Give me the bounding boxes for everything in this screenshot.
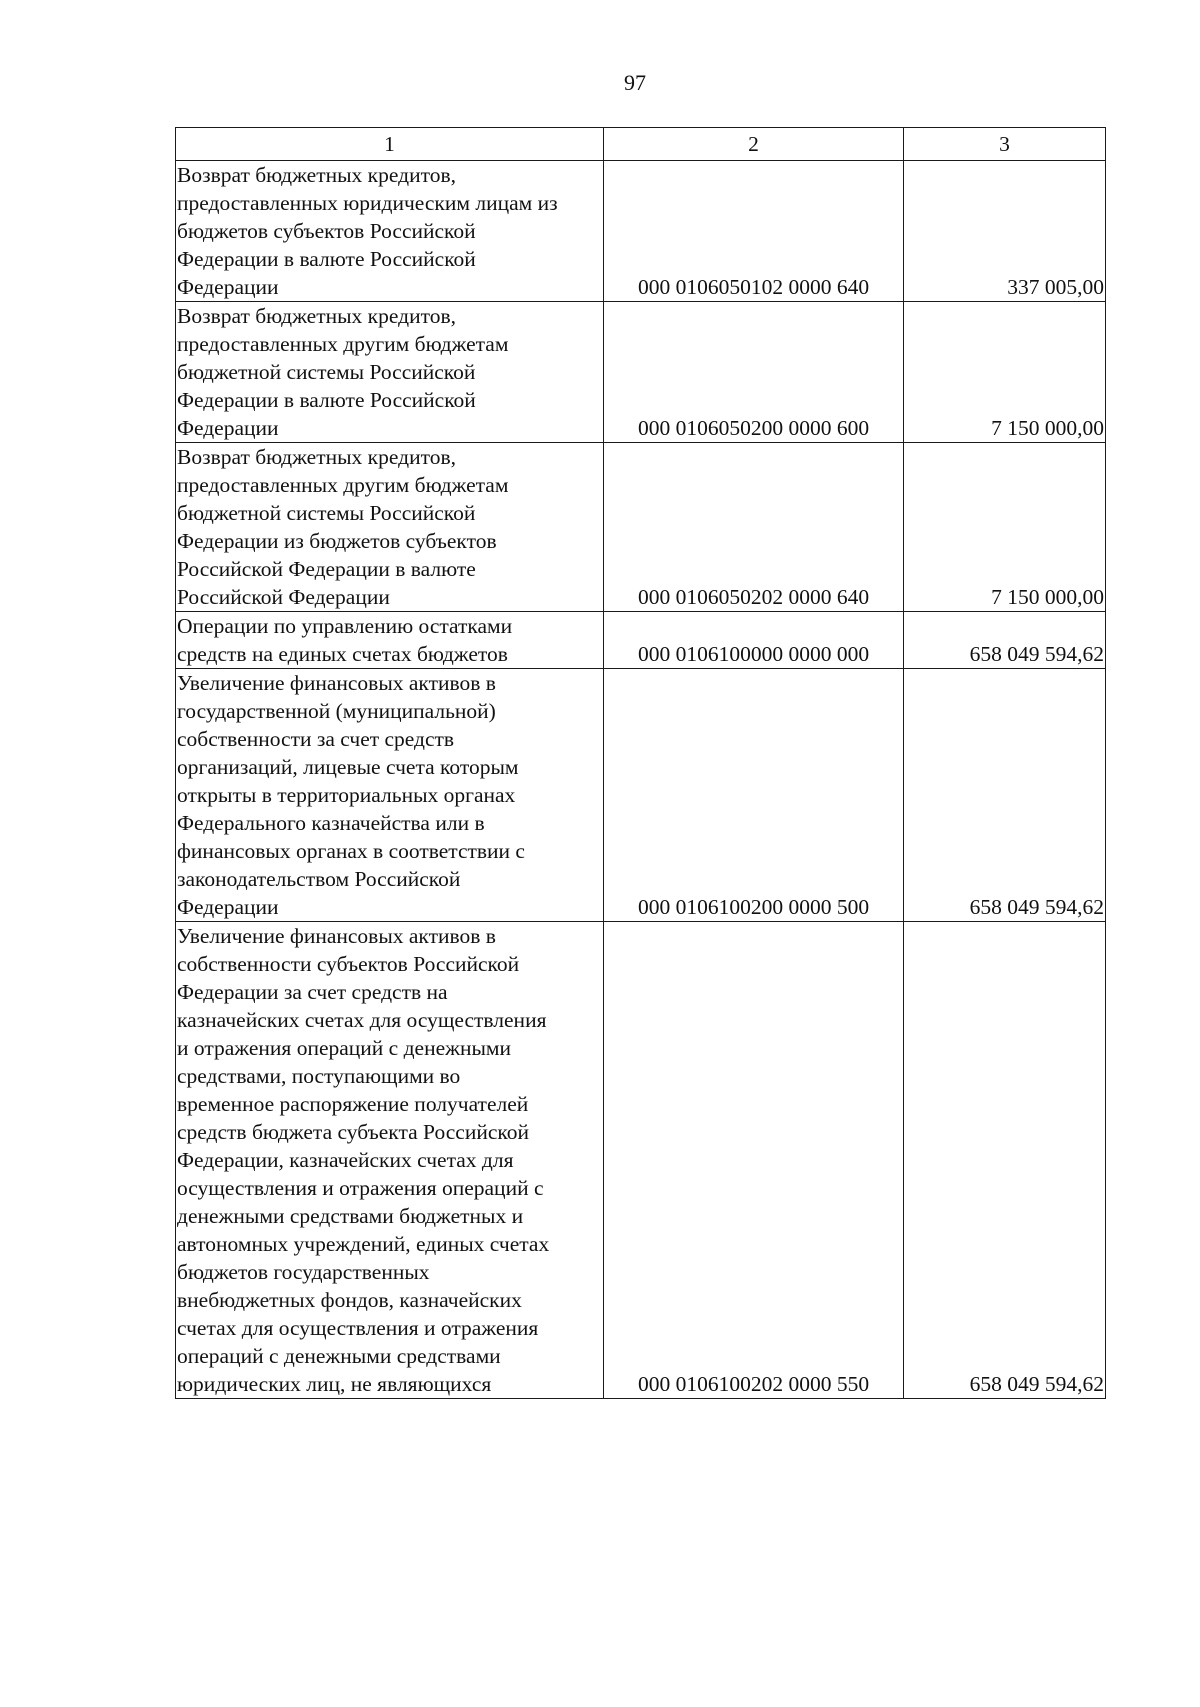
row-name-line: Российской Федерации <box>177 585 390 609</box>
row-amount-cell: 658 049 594,62 <box>904 612 1106 669</box>
page-number: 97 <box>624 70 646 95</box>
row-name-line: Федерации <box>177 416 279 440</box>
row-name-line: Возврат бюджетных кредитов, <box>177 163 456 187</box>
row-name-line: временное распоряжение получателей <box>177 1092 529 1116</box>
row-name-line: Федерации за счет средств на <box>177 980 448 1004</box>
row-name-line: и отражения операций с денежными <box>177 1036 512 1060</box>
budget-sources-table <box>175 127 1106 1399</box>
row-amount-cell: 658 049 594,62 <box>904 922 1106 1399</box>
row-name-line: внебюджетных фондов, казначейских <box>177 1288 522 1312</box>
row-name-line: Федерации в валюте Российской <box>177 388 476 412</box>
row-name-line: Федерации из бюджетов субъектов <box>177 529 497 553</box>
row-name-line: собственности субъектов Российской <box>177 952 520 976</box>
row-name-cell <box>176 612 604 669</box>
row-name-line: Федерации, казначейских счетах для <box>177 1148 514 1172</box>
row-amount-cell: 337 005,00 <box>904 161 1106 302</box>
row-name-line: государственной (муниципальной) <box>177 699 496 723</box>
row-name-line: операций с денежными средствами <box>177 1344 501 1368</box>
row-name-line: осуществления и отражения операций с <box>177 1176 544 1200</box>
row-code-cell: 000 0106100000 0000 000 <box>604 612 904 669</box>
table-row <box>176 669 1106 922</box>
row-name-line: предоставленных юридическим лицам из <box>177 191 558 215</box>
row-name-line: бюджетов субъектов Российской <box>177 219 476 243</box>
row-name-cell <box>176 669 604 922</box>
row-name-line: законодательством Российской <box>177 867 461 891</box>
row-name-line: Федерального казначейства или в <box>177 811 485 835</box>
row-name-line: автономных учреждений, единых счетах <box>177 1232 550 1256</box>
row-name-cell <box>176 922 604 1399</box>
row-name-line: финансовых органах в соответствии с <box>177 839 525 863</box>
row-name-line: Возврат бюджетных кредитов, <box>177 304 456 328</box>
row-name-line: Увеличение финансовых активов в <box>177 924 496 948</box>
row-name-line: Операции по управлению остатками <box>177 614 513 638</box>
row-name-cell <box>176 302 604 443</box>
row-name-line: средств на единых счетах бюджетов <box>177 642 508 666</box>
row-name-line: бюджетной системы Российской <box>177 360 476 384</box>
row-name-line: бюджетной системы Российской <box>177 501 476 525</box>
table-body <box>176 161 1106 1399</box>
row-name-line: предоставленных другим бюджетам <box>177 473 509 497</box>
table-row <box>176 161 1106 302</box>
table-header-row <box>176 128 1106 161</box>
table-row <box>176 302 1106 443</box>
row-name-cell <box>176 161 604 302</box>
row-name-line: Увеличение финансовых активов в <box>177 671 496 695</box>
row-name-line: организаций, лицевые счета которым <box>177 755 519 779</box>
row-name-line: Российской Федерации в валюте <box>177 557 476 581</box>
row-code-cell: 000 0106050202 0000 640 <box>604 443 904 612</box>
row-code-cell: 000 0106050102 0000 640 <box>604 161 904 302</box>
row-name-line: Федерации <box>177 895 279 919</box>
row-name-line: собственности за счет средств <box>177 727 455 751</box>
row-name-line: Возврат бюджетных кредитов, <box>177 445 456 469</box>
row-amount-cell: 7 150 000,00 <box>904 443 1106 612</box>
row-code-cell: 000 0106050200 0000 600 <box>604 302 904 443</box>
row-code-cell: 000 0106100202 0000 550 <box>604 922 904 1399</box>
row-name-line: юридических лиц, не являющихся <box>177 1372 492 1396</box>
row-name-line: счетах для осуществления и отражения <box>177 1316 539 1340</box>
row-name-line: Федерации <box>177 275 279 299</box>
row-code-cell: 000 0106100200 0000 500 <box>604 669 904 922</box>
table-row <box>176 443 1106 612</box>
row-name-line: казначейских счетах для осуществления <box>177 1008 547 1032</box>
row-name-line: средств бюджета субъекта Российской <box>177 1120 529 1144</box>
row-amount-cell: 7 150 000,00 <box>904 302 1106 443</box>
row-name-line: денежными средствами бюджетных и <box>177 1204 524 1228</box>
table-row <box>176 612 1106 669</box>
row-name-cell <box>176 443 604 612</box>
table-row <box>176 922 1106 1399</box>
row-name-line: средствами, поступающими во <box>177 1064 461 1088</box>
row-name-line: бюджетов государственных <box>177 1260 430 1284</box>
column-header-1: 1 <box>176 128 604 161</box>
row-name-line: предоставленных другим бюджетам <box>177 332 509 356</box>
column-header-2: 2 <box>604 128 904 161</box>
row-amount-cell: 658 049 594,62 <box>904 669 1106 922</box>
row-name-line: Федерации в валюте Российской <box>177 247 476 271</box>
row-name-line: открыты в территориальных органах <box>177 783 516 807</box>
column-header-3: 3 <box>904 128 1106 161</box>
